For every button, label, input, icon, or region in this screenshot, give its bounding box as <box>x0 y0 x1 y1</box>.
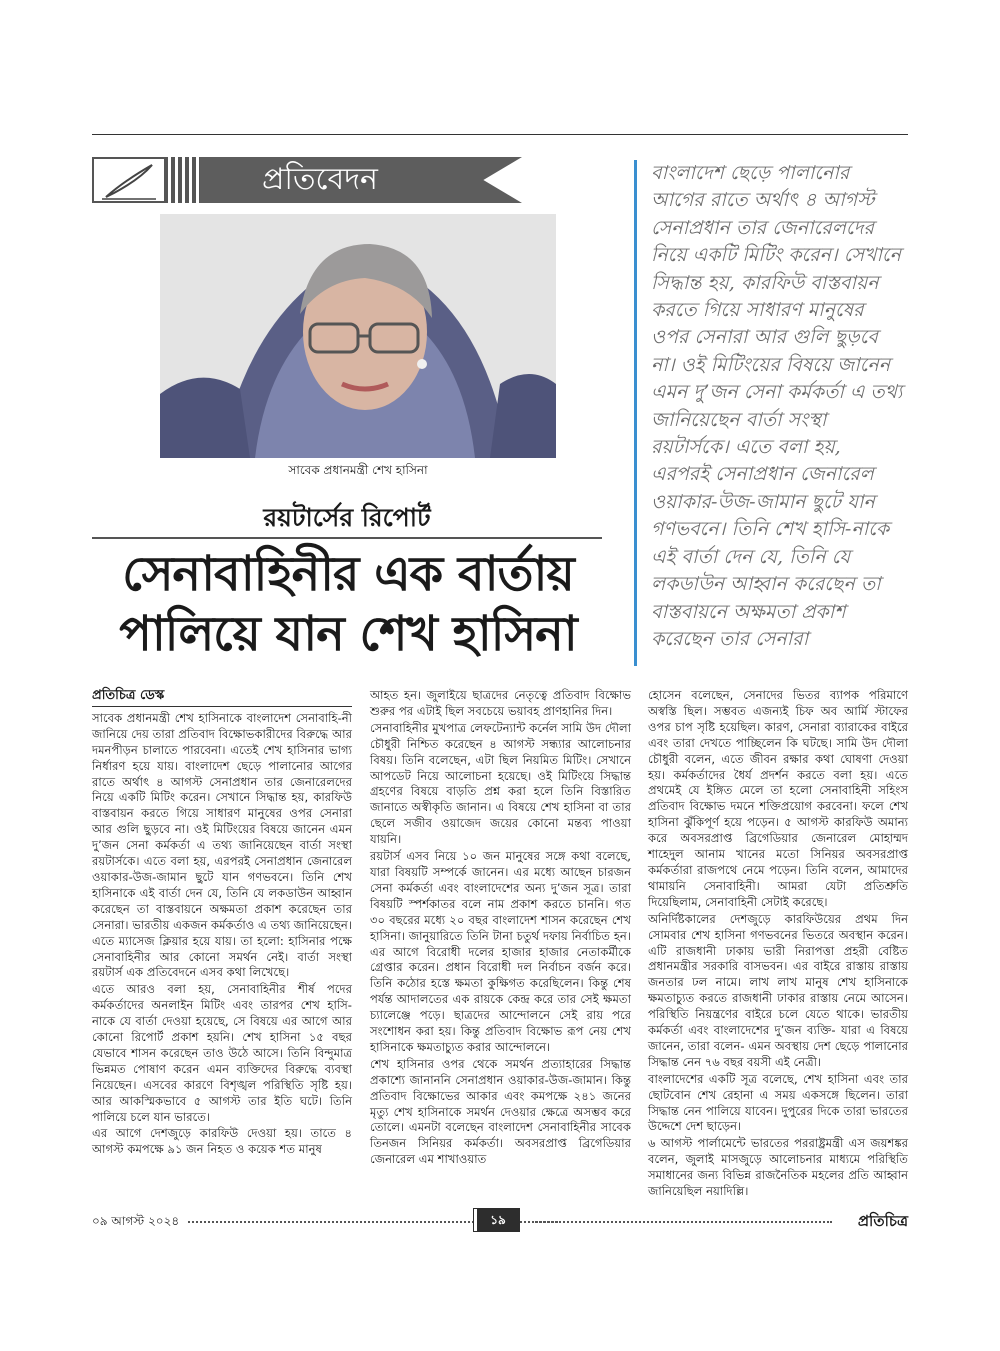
headline-line-2: পালিয়ে যান শেখ হাসিনা <box>119 606 577 662</box>
paragraph: অনির্দিষ্টকালের দেশজুড়ে কারফিউয়ের প্রথম দিন সোমবার শেখ হাসিনা গণভবনের ভিতরে অবস্থান করেন। এটি রাজধানী ঢাকায় ভারী নিরাপত্তা প্রহরী বেষ্টিত প্রধানমন্ত্রীর সরকারি বাসভবন। এর বাইরে রাস্তায় রাস্তায় জনতার ঢল নামে। লাখ লাখ মানুষ শেখ হাসিনাকে ক্ষমতাচ্যুত করতে রাজধানী ঢাকার রাস্তায় নেমে আসেন। পরিস্থিতি নিয়ন্ত্রণের বাইরে চলে যেতে থাকে। ভারতীয় কর্মকর্তা এবং বাংলাদেশের দু’জন ব্যক্তি- যারা এ বিষয়ে জানেন, তারা বলেন- এমন অবস্থায় দেশ ছেড়ে পালানোর সিদ্ধান্ত নেন ৭৬ বছর বয়সী এই নেত্রী। <box>648 911 908 1069</box>
issue-date: ০৯ আগস্ট ২০২৪ <box>92 1214 180 1228</box>
paragraph: হোসেন বলেছেন, সেনাদের ভিতর ব্যাপক পরিমাণে অস্বস্তি ছিল। সম্ভবত এজন্যই চিফ অব আর্মি স্টাফের ওপর চাপ সৃষ্টি হয়েছিল। কারণ, সেনারা ব্যারাকের বাইরে এবং তারা দেখতে পাচ্ছিলেন কি ঘটছে। সামি উদ দৌলা চৌধুরী বলেন, এতে জীবন রক্ষার কথা ঘোষণা দেওয়া হয়। কর্মকর্তাদের ধৈর্য প্রদর্শন করতে বলা হয়। এতে প্রথমেই যে ইঙ্গিত মেলে তা হলো সেনাবাহিনী সহিংস প্রতিবাদ বিক্ষোভ দমনে শক্তিপ্রয়োগ করবেনা। ফলে শেখ হাসিনা ঝুঁকিপূর্ণ হয়ে পড়েন। ৫ আগস্ট কারফিউ অমান্য করে অবসরপ্রাপ্ত ব্রিগেডিয়ার জেনারেল মোহাম্মদ শাহেদুল আনাম খানের মতো সিনিয়র অবসরপ্রাপ্ত কর্মকর্তারা রাজপথে নেমে পড়েন। তিনি বলেন, আমাদের থামায়নি সেনাবাহিনী। আমরা যেটা প্রতিশ্রুতি দিয়েছিলাম, সেনাবাহিনী সেটাই করেছে। <box>648 688 908 909</box>
article-column-2 <box>370 688 631 1169</box>
banner-stripes <box>164 157 200 203</box>
paragraph: আহত হন। জুলাইয়ে ছাত্রদের নেতৃত্বে প্রতিবাদ বিক্ষোভ শুরুর পর এটাই ছিল সবচেয়ে ভয়াবহ প্রাণহানির দিন। <box>370 688 631 718</box>
article-column-3 <box>648 688 908 1201</box>
byline: প্রতিচিত্র ডেস্ক <box>92 688 352 707</box>
page-number: ১৯ <box>474 1209 519 1231</box>
photo-caption: সাবেক প্রধানমন্ত্রী শেখ হাসিনা <box>288 463 428 477</box>
paragraph: বাংলাদেশের একটি সূত্র বলেছে, শেখ হাসিনা এবং তার ছোটবোন শেখ রেহানা এ সময় একসঙ্গে ছিলেন। তারা সিদ্ধান্ত নেন পালিয়ে যাবেন। দুপুরের দিকে তারা ভারতের উদ্দেশে দেশ ছাড়েন। <box>648 1071 908 1134</box>
page-footer <box>92 1207 908 1235</box>
paragraph: শেখ হাসিনার ওপর থেকে সমর্থন প্রত্যাহারের সিদ্ধান্ত প্রকাশ্যে জানাননি সেনাপ্রধান ওয়াকার-উজ-জামান। কিন্তু প্রতিবাদ বিক্ষোভের আকার এবং কমপক্ষে ২৪১ জনের মৃত্যু শেখ হাসিনাকে সমর্থন দেওয়ার ক্ষেত্রে অসম্ভব করে তোলে। এমনটা বলেছেন বাংলাদেশ সেনাবাহিনীর সাবেক তিনজন সিনিয়র কর্মকর্তা। অবসরপ্রাপ্ত ব্রিগেডিয়ার জেনারেল এম শাখাওয়াত <box>370 1056 631 1167</box>
quill-icon <box>92 157 166 203</box>
top-rule <box>92 134 908 135</box>
brand-logo: প্রতিচিত্র <box>857 1212 908 1230</box>
kicker: রয়টার্সের রিপোর্ট <box>263 503 431 532</box>
paragraph: ৬ আগস্ট পার্লামেন্টে ভারতের পররাষ্ট্রমন্ত্রী এস জয়শঙ্কর বলেন, জুলাই মাসজুড়ে আলোচনার মাধ্যমে পরিস্থিতি সমাধানের জন্য বিভিন্ন রাজনৈতিক মহলের প্রতি আহ্বান জানিয়েছিল নয়াদিল্লি। <box>648 1136 908 1199</box>
portrait-photo <box>160 214 556 458</box>
article-column-1 <box>92 688 352 1159</box>
pull-quote <box>634 160 904 666</box>
paragraph: সাবেক প্রধানমন্ত্রী শেখ হাসিনাকে বাংলাদেশ সেনাবাহি-নী জানিয়ে দেয় তারা প্রতিবাদ বিক্ষোভকারীদের বিরুদ্ধে আর দমনপীড়ন চালাতে পারবেনা। এতেই শেখ হাসিনার ভাগ্য নির্ধারণ হয়ে যায়। বাংলাদেশ ছেড়ে পালানোর আগের রাতে অর্থাৎ ৪ আগস্ট সেনাপ্রধান তার জেনারেলদের নিয়ে একটি মিটিং করেন। সেখানে সিদ্ধান্ত হয়, কারফিউ বাস্তবায়ন করতে গিয়ে সাধারণ মানুষের ওপর সেনারা আর গুলি ছুড়বে না। ওই মিটিংয়ের বিষয়ে জানেন এমন দু’জন সেনা কর্মকর্তা এ তথ্য জানিয়েছেন বার্তা সংস্থা রয়টার্সকে। এতে বলা হয়, এরপরই সেনাপ্রধান জেনারেল ওয়াকার-উজ-জামান ছুটে যান গণভবনে। তিনি শেখ হাসিনাকে এই বার্তা দেন যে, তিনি যে লকডাউন আহ্বান করেছেন তা বাস্তবায়নে অক্ষমতা প্রকাশ করেছেন তার সেনারা। ভারতীয় একজন কর্মকর্তাও এ তথ্য জানিয়েছেন। এতে ম্যাসেজ ক্লিয়ার হয়ে যায়। তা হলো: হাসিনার পক্ষে সেনাবাহিনীর আর কোনো সমর্থন নেই। বার্তা সংস্থা রয়টার্স এক প্রতিবেদনে এসব কথা লিখেছে। <box>92 710 352 980</box>
headline-line-1: সেনাবাহিনীর এক বার্তায় <box>122 546 574 602</box>
pull-quote-text: বাংলাদেশ ছেড়ে পালানোর আগের রাতে অর্থাৎ ৪ আগস্ট সেনাপ্রধান তার জেনারেলদের নিয়ে একটি মিটিং করেন। সেখানে সিদ্ধান্ত হয়, কারফিউ বাস্তবায়ন করতে গিয়ে সাধারণ মানুষের ওপর সেনারা আর গুলি ছুড়বে না। ওই মিটিংয়ের বিষয়ে জানেন এমন দু’জন সেনা কর্মকর্তা এ তথ্য জানিয়েছেন বার্তা সংস্থা রয়টার্সকে। এতে বলা হয়, এরপরই সেনাপ্রধান জেনারেল ওয়াকার-উজ-জামান ছুটে যান গণভবনে। তিনি শেখ হাসি-নাকে এই বার্তা দেন যে, তিনি যে লকডাউন আহ্বান করেছেন তা বাস্তবায়নে অক্ষমতা প্রকাশ করেছেন তার সেনারা <box>651 162 903 650</box>
headline <box>92 544 604 664</box>
paragraph: সেনাবাহিনীর মুখপাত্র লেফটেন্যান্ট কর্নেল সামি উদ দৌলা চৌধুরী নিশ্চিত করেছেন ৪ আগস্ট সন্ধ্যার আলোচনার বিষয়। তিনি বলেছেন, এটা ছিল নিয়মিত মিটিং। সেখানে আপডেট নিয়ে আলোচনা হয়েছে। ওই মিটিংয়ে সিদ্ধান্ত গ্রহণের বিষয়ে বাড়তি প্রশ্ন করা হলে তিনি বিস্তারিত জানাতে অস্বীকৃতি জানান। এ বিষয়ে শেখ হাসিনা বা তার ছেলে সজীব ওয়াজেদ জয়ের কোনো মন্তব্য পাওয়া যায়নি। <box>370 720 631 847</box>
section-label: প্রতিবেদন <box>262 162 378 197</box>
section-banner <box>92 157 522 203</box>
paragraph: রয়টার্স এসব নিয়ে ১০ জন মানুষের সঙ্গে কথা বলেছে, যারা বিষয়টি সম্পর্কে জানেন। এর মধ্যে আছেন চারজন সেনা কর্মকর্তা এবং বাংলাদেশের অন্য দু’জন সূত্র। তারা বিষয়টি স্পর্শকাতর বলে নাম প্রকাশ করতে চাননি। গত ৩০ বছরের মধ্যে ২০ বছর বাংলাদেশ শাসন করেছেন শেখ হাসিনা। জানুয়ারিতে তিনি টানা চতুর্থ দফায় নির্বাচিত হন। এর আগে বিরোধী দলের হাজার হাজার নেতাকর্মীকে গ্রেপ্তার করেন। প্রধান বিরোধী দল নির্বাচন বর্জন করে। তিনি কঠোর হস্তে ক্ষমতা কুক্ষিগত করেছিলেন। কিন্তু শেষ পর্যন্ত আদালতের এক রায়কে কেন্দ্র করে তার সেই ক্ষমতা চ্যালেঞ্জে পড়ে। ছাত্রদের আন্দোলনে সেই রায় পরে সংশোধন করা হয়। কিন্তু প্রতিবাদ বিক্ষোভ রূপ নেয় শেখ হাসিনাকে ক্ষমতাচ্যুত করার আন্দোলনে। <box>370 849 631 1054</box>
kicker-rule <box>92 537 602 539</box>
paragraph: এর আগে দেশজুড়ে কারফিউ দেওয়া হয়। তাতে ৪ আগস্ট কমপক্ষে ৯১ জন নিহত ও কয়েক শত মানুষ <box>92 1126 352 1157</box>
footer-dotted-rule-right <box>532 1221 832 1223</box>
paragraph: এতে আরও বলা হয়, সেনাবাহিনীর শীর্ষ পদের কর্মকর্তাদের অনলাইন মিটিং এবং তারপর শেখ হাসি-নাকে যে বার্তা দেওয়া হয়েছে, সে বিষয়ে এর আগে আর কোনো রিপোর্ট প্রকাশ হয়নি। শেখ হাসিনা ১৫ বছর যেভাবে শাসন করেছেন তাও উঠে আসে। তিনি বিন্দুমাত্র ভিন্নমত পোষাণ করেন এমন ব্যক্তিদের বিরুদ্ধে ব্যবস্থা নিয়েছেন। এসবের কারণে বিশৃঙ্খল পরিস্থিতি সৃষ্টি হয়। আর আকস্মিকভাবে ৫ আগস্ট তার ইতি ঘটে। তিনি পালিয়ে চলে যান ভারতে। <box>92 982 352 1124</box>
